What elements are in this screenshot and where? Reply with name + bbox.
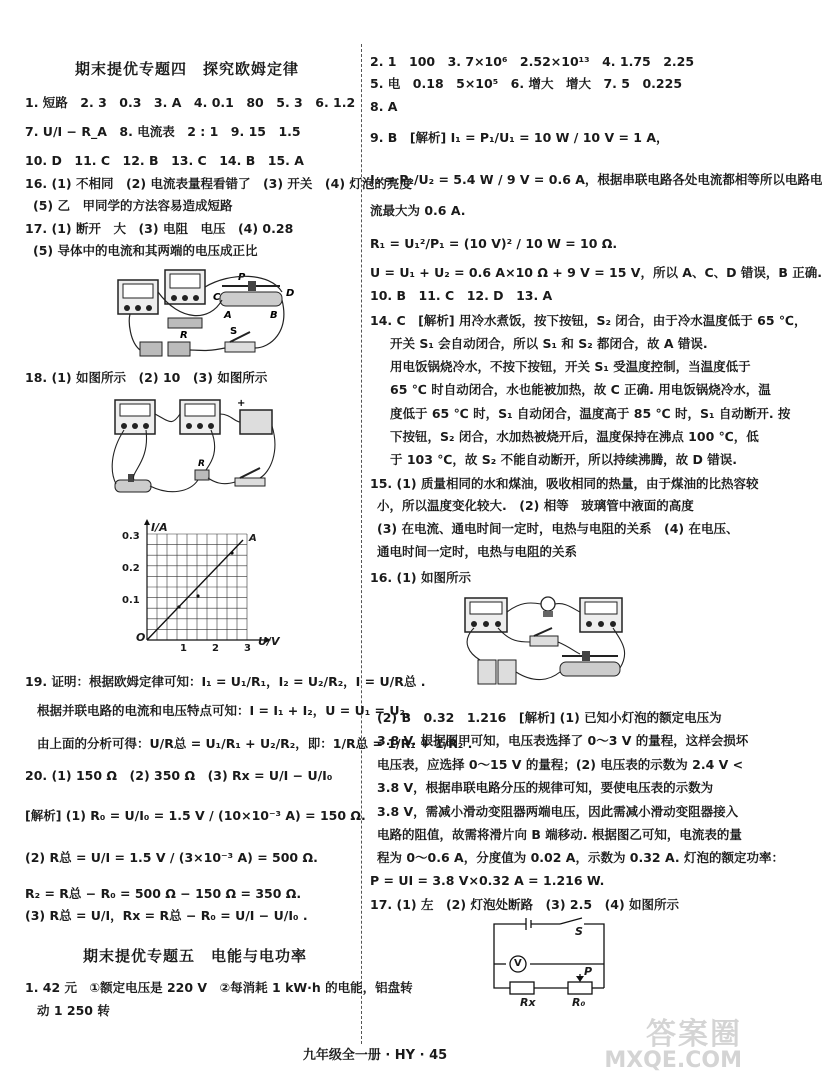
answer-line: 5. 电 0.18 5×10⁵ 6. 增大 增大 7. 5 0.225 (370, 76, 683, 91)
answer-line: I₂ = P₂/U₂ = 5.4 W / 9 V = 0.6 A，根据串联电路各处电流都相等所以电路电 (370, 172, 822, 187)
graph-xtick: 3 (244, 643, 251, 654)
graph-point (196, 594, 199, 597)
answer-line: 7. U/I − R_A 8. 电流表 2 : 1 9. 15 1.5 (25, 124, 301, 139)
answer-line: 15. (1) 质量相同的水和煤油，吸收相同的热量，由于煤油的比热容较 (370, 476, 759, 491)
analysis-line: (2) B 0.32 1.216 [解析] (1) 已知小灯泡的额定电压为 (377, 710, 722, 725)
column-divider (361, 44, 362, 1044)
answer-line-18: 18. (1) 如图所示 (2) 10 (3) 如图所示 (25, 370, 268, 385)
answer-line-20: 20. (1) 150 Ω (2) 350 Ω (3) Rx = U/I − U/I₀ (25, 768, 333, 783)
graph-ytick: 0.1 (122, 595, 140, 606)
analysis-line: 下按钮，S₂ 闭合，水加热被烧开后，温度保持在沸点 100 ℃，低 (390, 429, 759, 444)
analysis-line: P = UI = 3.8 V×0.32 A = 1.216 W. (370, 873, 605, 888)
proof-line: 根据并联电路的电流和电压特点可知：I = I₁ + I₂，U = U₁ = U₂， (37, 703, 418, 718)
answer-line: 10. B 11. C 12. D 13. A (370, 288, 553, 303)
analysis-line: 开关 S₁ 会自动闭合，所以 S₁ 和 S₂ 都闭合，故 A 错误. (390, 336, 708, 351)
graph-origin: O (136, 631, 146, 644)
graph-ylabel: I/A (151, 521, 168, 534)
svg-text:B: B (270, 310, 278, 321)
graph-point (177, 605, 180, 608)
analysis-line: [解析] (1) R₀ = U/I₀ = 1.5 V / (10×10⁻³ A) = 150 Ω. (25, 808, 366, 823)
circuit-apparatus-figure-17 (110, 262, 300, 362)
answer-line: 小，所以温度变化较大. (2) 相等 玻璃管中液面的高度 (377, 498, 694, 513)
svg-text:R: R (198, 459, 205, 469)
schematic-rx-label: Rx (520, 996, 536, 1009)
analysis-line: (3) R总 = U/I，Rx = R总 − R₀ = U/I − U/I₀ . (25, 908, 308, 923)
analysis-line: 用电饭锅烧冷水，不按下按钮，开关 S₁ 受温度控制，当温度低于 (390, 359, 751, 374)
analysis-line: 14. C [解析] 用冷水煮饭，按下按钮，S₂ 闭合，由于冷水温度低于 65 ℃， (370, 313, 807, 328)
analysis-line: 3.8 V，需减小滑动变阻器两端电压，因此需减小滑动变阻器接入 (377, 804, 739, 819)
answer-line: 8. A (370, 99, 398, 114)
answer-line: 16. (1) 如图所示 (370, 570, 471, 585)
answer-line: 流最大为 0.6 A. (370, 203, 466, 218)
answer-line: 1. 短路 2. 3 0.3 3. A 4. 0.1 80 5. 3 6. 1.2 (25, 95, 356, 110)
analysis-line: 3.8 V. 根据图甲可知，电压表选择了 0～3 V 的量程，这样会损坏 (377, 733, 749, 748)
graph-xtick: 2 (212, 643, 219, 654)
graph-xlabel: U/V (258, 635, 280, 648)
analysis-line: R₂ = R总 − R₀ = 500 Ω − 150 Ω = 350 Ω. (25, 886, 302, 901)
analysis-line: (2) R总 = U/I = 1.5 V / (3×10⁻³ A) = 500 Ω. (25, 850, 318, 865)
answer-line: 动 1 250 转 (37, 1003, 110, 1018)
graph-point-label-a: A (249, 533, 257, 544)
answer-line: (3) 在电流、通电时间一定时，电热与电阻的关系 (4) 在电压、 (377, 521, 739, 536)
svg-text:D: D (286, 288, 295, 299)
answer-line: 10. D 11. C 12. B 13. C 14. B 15. A (25, 153, 304, 168)
answer-line: 2. 1 100 3. 7×10⁶ 2.52×10¹³ 4. 1.75 2.25 (370, 54, 695, 69)
section-title-5: 期末提优专题五 电能与电功率 (83, 947, 308, 965)
schematic-r0-label: R₀ (572, 996, 586, 1009)
graph-xtick: 1 (180, 643, 187, 654)
schematic-switch-label: S (575, 925, 583, 938)
analysis-line: 电路的阻值，故需将滑片向 B 端移动. 根据图乙可知，电流表的量 (377, 827, 742, 842)
watermark-text: 答案圈 (646, 1017, 742, 1052)
section-title-4: 期末提优专题四 探究欧姆定律 (75, 60, 300, 78)
svg-text:R: R (180, 330, 188, 341)
circuit-apparatus-figure-16 (460, 592, 630, 702)
watermark-logo (604, 1017, 742, 1073)
schematic-voltmeter-label: V (514, 958, 522, 969)
proof-line: 由上面的分析可得：U/R总 = U₁/R₁ + U₂/R₂，即：1/R总 = 1/R₁ + 1/R₂ . (37, 736, 473, 751)
graph-ytick: 0.2 (122, 563, 140, 574)
schematic-slider-label: P (584, 965, 593, 978)
answer-line: 1. 42 元 ①额定电压是 220 V ②每消耗 1 kW·h 的电能，铝盘转 (25, 980, 413, 995)
svg-text:P: P (238, 272, 246, 283)
analysis-line: 电压表，应选择 0～15 V 的量程；(2) 电压表的示数为 2.4 V < (377, 757, 744, 772)
answer-line: 16. (1) 不相同 (2) 电流表量程看错了 (3) 开关 (4) 灯泡的亮度 (25, 176, 412, 191)
analysis-line: 3.8 V，根据串联电路分压的规律可知，要使电压表的示数为 (377, 780, 714, 795)
answer-line: 17. (1) 断开 大 (3) 电阻 电压 (4) 0.28 (25, 221, 294, 236)
analysis-line: 程为 0～0.6 A，分度值为 0.02 A，示数为 0.32 A. 灯泡的额定功率： (377, 850, 784, 865)
analysis-line: 度低于 65 ℃ 时，S₁ 自动闭合，温度高于 85 ℃ 时，S₁ 自动断开. 按 (390, 406, 791, 421)
page-footer: 九年级全一册 · HY · 45 (302, 1048, 448, 1063)
answer-line-17: 17. (1) 左 (2) 灯泡处断路 (3) 2.5 (4) 如图所示 (370, 897, 680, 912)
svg-text:S: S (230, 326, 238, 337)
graph-point (230, 551, 233, 554)
svg-text:+: + (237, 398, 246, 409)
answer-line: (5) 导体中的电流和其两端的电压成正比 (33, 243, 258, 258)
svg-text:C: C (213, 292, 221, 303)
svg-text:A: A (224, 310, 232, 321)
answer-line: (5) 乙 甲同学的方法容易造成短路 (33, 198, 233, 213)
analysis-line: 于 103 ℃，故 S₂ 不能自动断开，所以持续沸腾，故 D 错误. (390, 452, 737, 467)
watermark-url: MXQE.COM (604, 1048, 742, 1073)
proof-line: 19. 证明：根据欧姆定律可知：I₁ = U₁/R₁，I₂ = U₂/R₂，I = U/R总 . (25, 674, 426, 689)
answer-line: 通电时间一定时，电热与电阻的关系 (377, 544, 578, 559)
circuit-apparatus-figure-18 (110, 392, 280, 502)
answer-line: U = U₁ + U₂ = 0.6 A×10 Ω + 9 V = 15 V，所以 A、C、D 错误，B 正确. (370, 265, 822, 280)
answer-line: R₁ = U₁²/P₁ = (10 V)² / 10 W = 10 Ω. (370, 236, 618, 251)
answer-line: 9. B [解析] I₁ = P₁/U₁ = 10 W / 10 V = 1 A， (370, 130, 669, 145)
graph-ytick: 0.3 (122, 531, 140, 542)
analysis-line: 65 ℃ 时自动闭合，水也能被加热，故 C 正确. 用电饭锅烧冷水，温 (390, 382, 771, 397)
